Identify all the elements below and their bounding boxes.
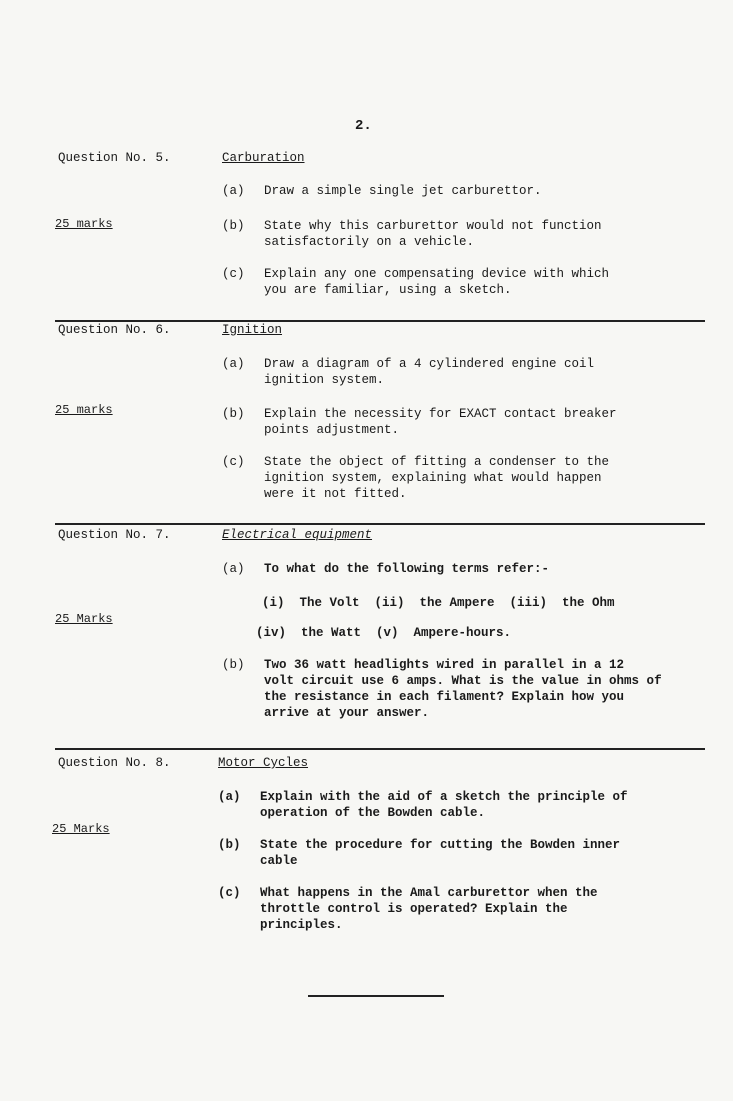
- item-text: To what do the following terms refer:-: [264, 562, 550, 576]
- question-item: [222, 218, 702, 250]
- item-letter: (b): [222, 407, 245, 421]
- item-letter: (c): [218, 886, 241, 900]
- question-item: [222, 266, 702, 298]
- question-topic: Motor Cycles: [218, 756, 309, 770]
- item-letter: (b): [218, 838, 241, 852]
- item-text: Explain any one compensating device with which you are familiar, using a sketch.: [264, 267, 610, 297]
- item-text: State why this carburettor would not function satisfactorily on a vehicle.: [264, 219, 602, 249]
- page-number: 2.: [355, 118, 372, 134]
- section-divider: [55, 748, 705, 750]
- item-text: State the procedure for cutting the Bowden inner cable: [260, 838, 621, 868]
- marks-label: 25 marks: [55, 217, 113, 231]
- item-letter: (c): [222, 455, 245, 469]
- item-letter: (a): [222, 357, 245, 371]
- item-letter: (c): [222, 267, 245, 281]
- marks-label: 25 marks: [55, 403, 113, 417]
- question-item: [222, 356, 702, 388]
- question-topic: Electrical equipment: [222, 528, 373, 542]
- item-text: What happens in the Amal carburettor when the throttle control is operated? Explain the principles.: [260, 886, 598, 932]
- item-letter: (a): [222, 562, 245, 576]
- item-text: State the object of fitting a condenser to the ignition system, explaining what would happen were it not fitted.: [264, 455, 610, 501]
- terms-line: (iv) the Watt (v) Ampere-hours.: [256, 626, 512, 640]
- item-text: Two 36 watt headlights wired in parallel in a 12 volt circuit use 6 amps. What is the value in ohms of the resistance in each filament? Explain how you arrive at your answer.: [264, 658, 662, 720]
- question-item: [222, 561, 702, 577]
- question-label: Question No. 8.: [58, 756, 171, 770]
- marks-label: 25 Marks: [55, 612, 113, 626]
- question-topic: Carburation: [222, 151, 305, 165]
- end-rule: [308, 995, 444, 997]
- item-text: Explain with the aid of a sketch the principle of operation of the Bowden cable.: [260, 790, 628, 820]
- item-letter: (b): [222, 658, 245, 672]
- question-item: [218, 885, 698, 933]
- question-item: [222, 406, 702, 438]
- question-label: Question No. 5.: [58, 151, 171, 165]
- question-item: [218, 789, 698, 821]
- item-letter: (a): [222, 184, 245, 198]
- question-item: [218, 837, 698, 869]
- item-letter: (a): [218, 790, 241, 804]
- item-letter: (b): [222, 219, 245, 233]
- question-item: [222, 183, 702, 199]
- question-item: [222, 657, 717, 721]
- marks-label: 25 Marks: [52, 822, 110, 836]
- item-text: Draw a simple single jet carburettor.: [264, 184, 542, 198]
- question-topic: Ignition: [222, 323, 283, 337]
- section-divider: [55, 523, 705, 525]
- question-item: [222, 454, 702, 502]
- question-label: Question No. 7.: [58, 528, 171, 542]
- question-label: Question No. 6.: [58, 323, 171, 337]
- terms-line: (i) The Volt (ii) the Ampere (iii) the Ohm: [262, 596, 615, 610]
- item-text: Explain the necessity for EXACT contact breaker points adjustment.: [264, 407, 617, 437]
- item-text: Draw a diagram of a 4 cylindered engine coil ignition system.: [264, 357, 595, 387]
